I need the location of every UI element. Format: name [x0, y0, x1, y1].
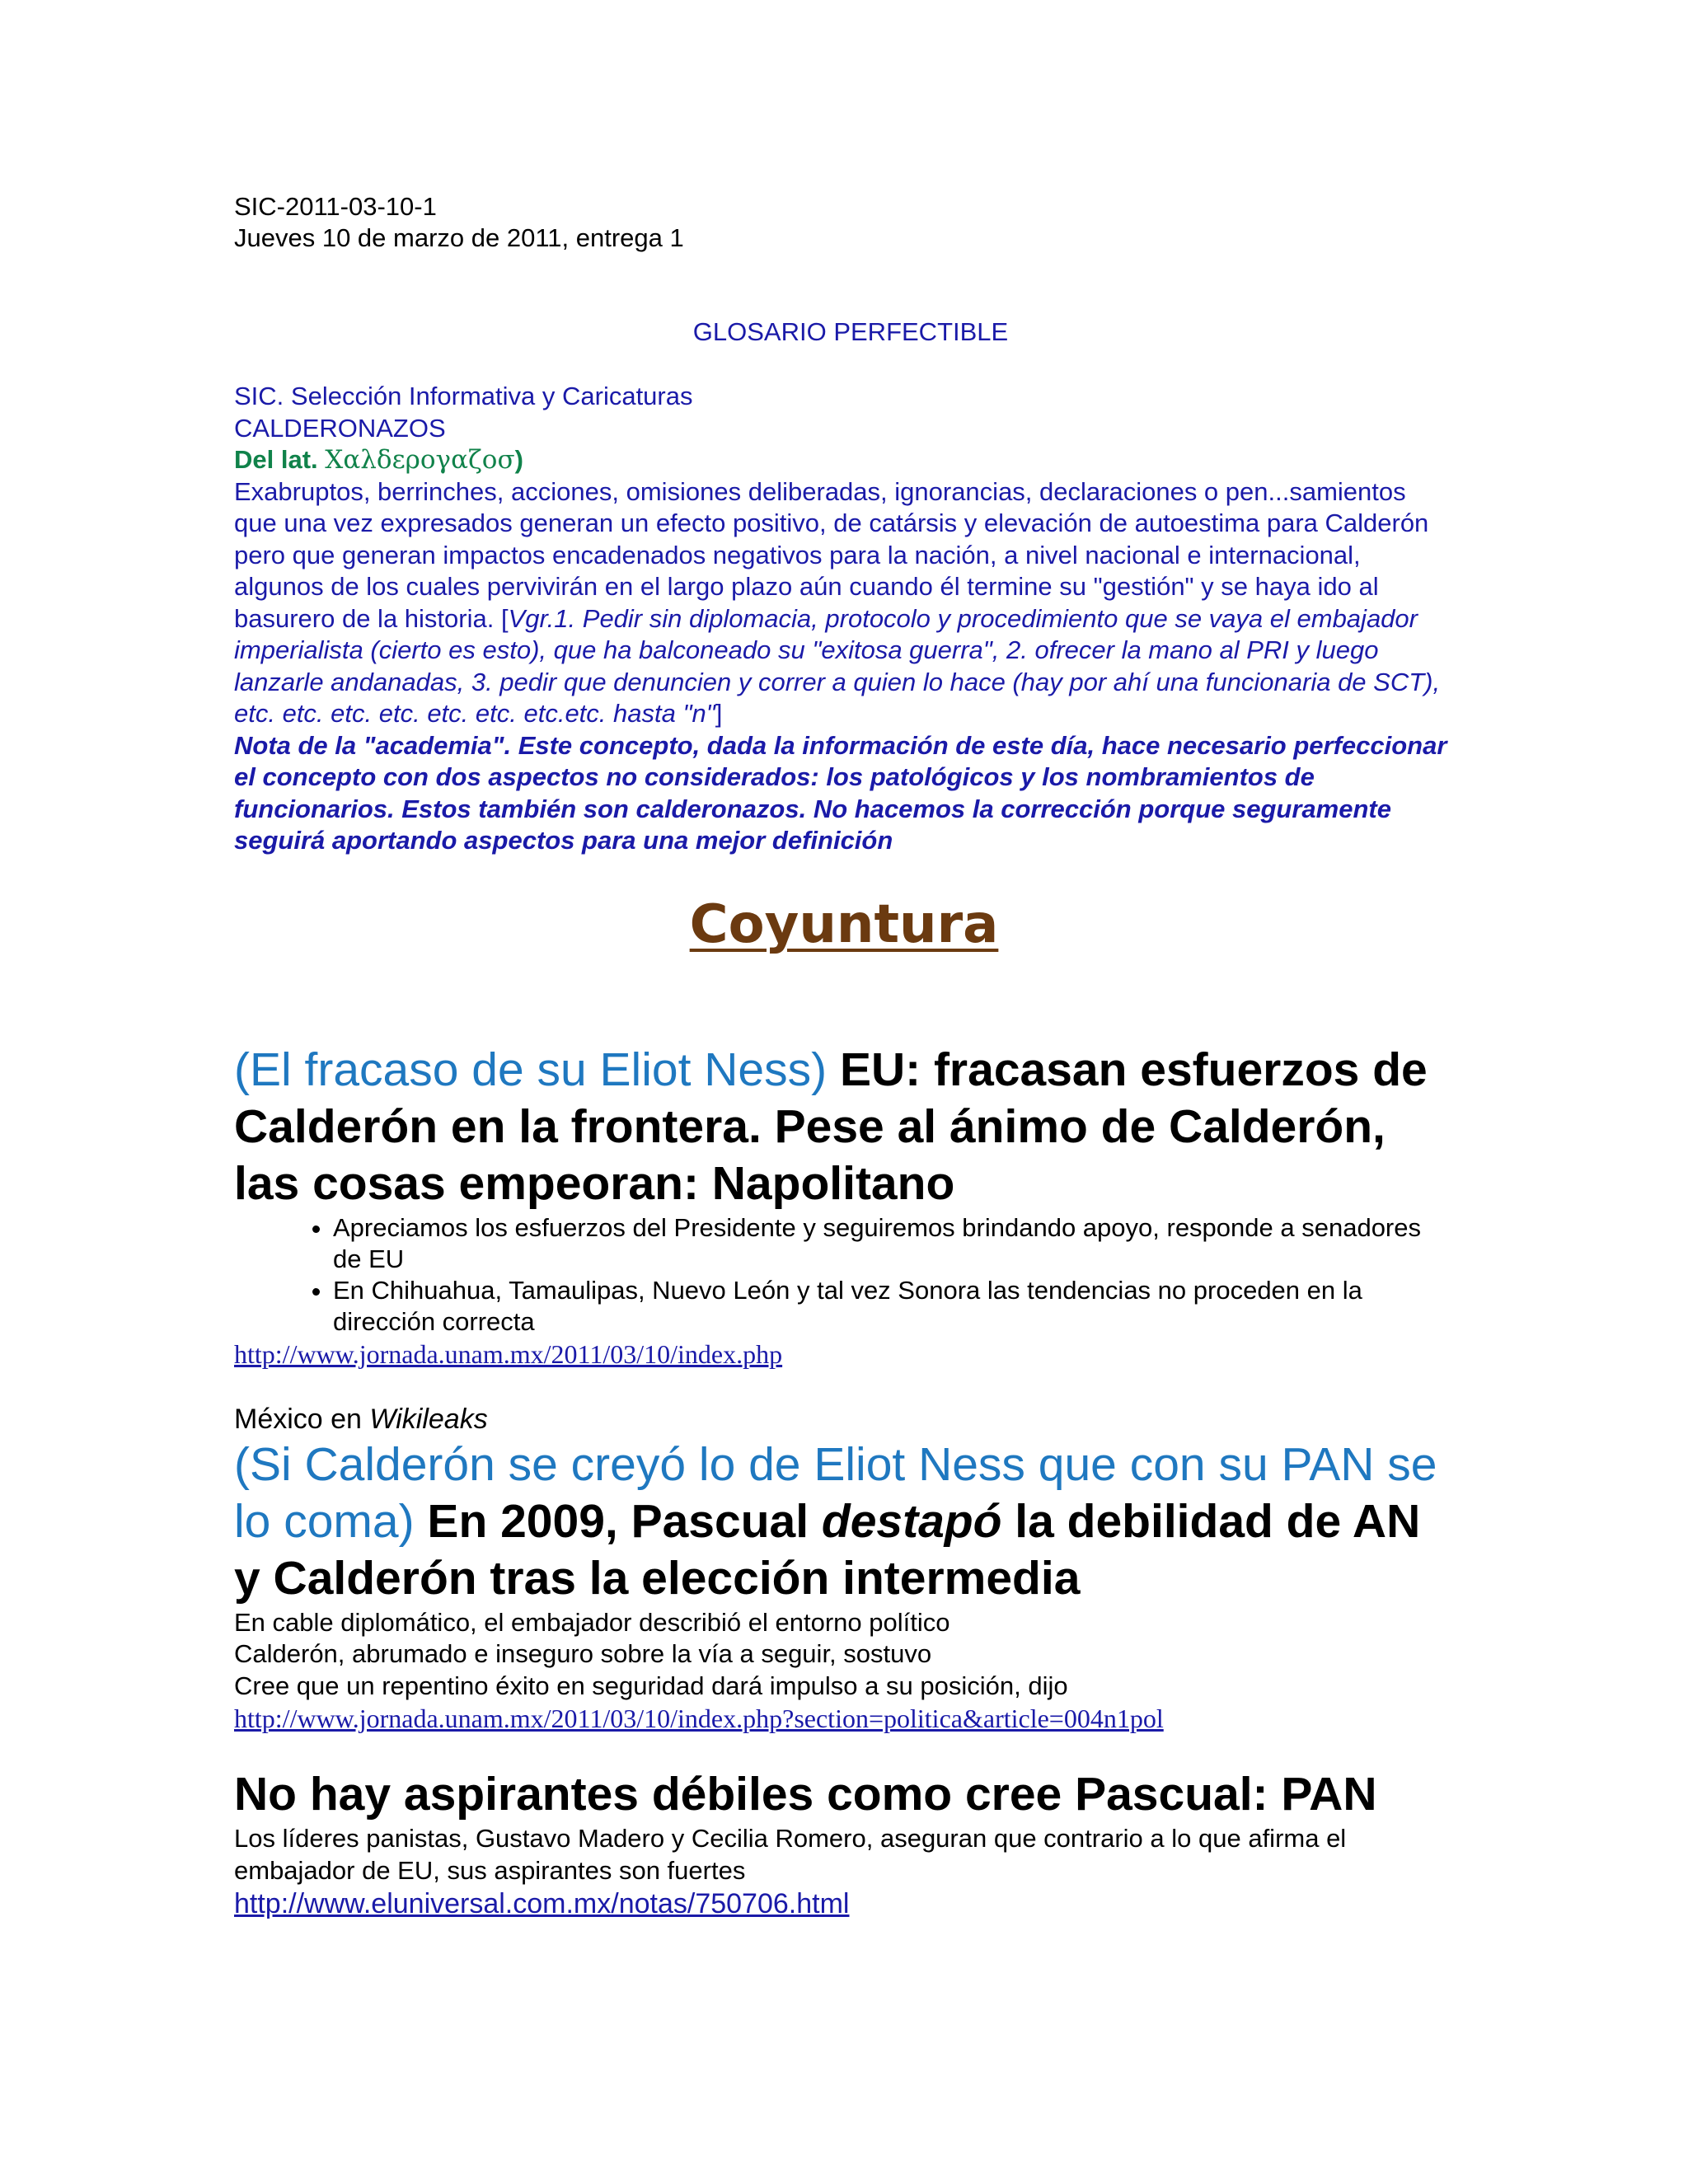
list-item: • Apreciamos los esfuerzos del Presidente y seguiremos brindando apoyo, responde a senadores de EU: [333, 1212, 1454, 1275]
example-close: ]: [715, 699, 723, 728]
article-1-headline: [234, 1042, 1454, 1212]
article-2-title-italic: destapó: [821, 1494, 1002, 1548]
etymology-close: ): [514, 445, 523, 474]
article-3-headline: No hay aspirantes débiles como cree Pascual: PAN: [234, 1768, 1377, 1821]
article-2-line: Calderón, abrumado e inseguro sobre la vía a seguir, sostuvo: [234, 1639, 932, 1668]
article-1-aside: (El fracaso de su Eliot Ness): [234, 1043, 828, 1096]
example-text: Vgr.1. Pedir sin diplomacia, protocolo y procedimiento que se vaya el embajador imperialista (cierto es esto), que ha balconeado su "exitosa guerra", 2. ofrecer la mano al PRI y luego lanzarle andanadas, 3. pedir que denuncien y correr a quien lo hace (hay por ahí una funcionaria de SCT), etc. etc. etc. etc. etc. etc. etc.etc. hasta "n": [234, 603, 1441, 728]
document-body: [234, 191, 1454, 1921]
article-2-aside: (Si Calderón se creyó lo de Eliot Ness que con su PAN se lo coma): [234, 1437, 1437, 1548]
glossary-block: [234, 381, 1454, 857]
article-2-line: Cree que un repentino éxito en seguridad dará impulso a su posición, dijo: [234, 1671, 1068, 1700]
article-1-link[interactable]: http://www.jornada.unam.mx/2011/03/10/index.php: [234, 1338, 783, 1369]
section-title: Coyuntura: [689, 893, 999, 955]
article-2-headline: [234, 1436, 1454, 1607]
article-3-lede: Los líderes panistas, Gustavo Madero y Cecilia Romero, aseguran que contrario a lo que afirma el embajador de EU, sus aspirantes son fuertes: [234, 1824, 1347, 1885]
article-2-line: En cable diplomático, el embajador describió el entorno político: [234, 1607, 950, 1637]
etymology-label: Del lat.: [234, 445, 318, 474]
academy-note: Nota de la "academia". Este concepto, dada la información de este día, hace necesario perfeccionar el concepto con dos aspectos no considerados: los patológicos y los nombramientos de funcionarios. Estos también son calderonazos. No hacemos la corrección porque seguramente seguirá aportando aspectos para una mejor definición: [234, 730, 1447, 855]
definition-text: Exabruptos, berrinches, acciones, omisiones deliberadas, ignorancias, declaraciones o pen...samientos que una vez expresados generan un efecto positivo, de catársis y elevación de autoestima para Calderón pero que generan impactos encadenados negativos para la nación, a nivel nacional e internacional, algunos de los cuales pervivirán en el largo plazo aún cuando él termine su "gestión" y se haya ido al basurero de la historia.: [234, 476, 1429, 633]
glossary-definition: [234, 476, 1454, 730]
glossary-source: SIC. Selección Informativa y Caricaturas: [234, 382, 693, 410]
glossary-etymology: [234, 444, 1454, 476]
glossary-title: GLOSARIO PERFECTIBLE: [692, 317, 1009, 346]
article-3-link[interactable]: http://www.eluniversal.com.mx/notas/750706.html: [234, 1888, 850, 1919]
article-2-link[interactable]: http://www.jornada.unam.mx/2011/03/10/index.php?section=politica&article=004n1pol: [234, 1704, 1164, 1733]
date-line: Jueves 10 de marzo de 2011, entrega 1: [234, 223, 684, 252]
kicker-prefix: México en: [234, 1403, 362, 1435]
article-2-kicker: [234, 1402, 1454, 1436]
article-1-title: EU: fracasan esfuerzos de Calderón en la frontera. Pese al ánimo de Calderón, las cosas empeoran: Napolitano: [234, 1043, 1428, 1210]
kicker-italic: Wikileaks: [369, 1403, 488, 1435]
list-item: • En Chihuahua, Tamaulipas, Nuevo León y tal vez Sonora las tendencias no proceden en la dirección correcta: [333, 1275, 1454, 1338]
article-2-title-b: la debilidad de AN y Calderón tras la elección intermedia: [234, 1494, 1421, 1605]
etymology-greek: Χαλδερογαζοσ: [325, 445, 515, 475]
document-id: SIC-2011-03-10-1: [234, 192, 437, 221]
article-1-bullets: [234, 1212, 1454, 1338]
example-open: [: [500, 603, 509, 633]
article-2-title-a: En 2009, Pascual: [427, 1494, 809, 1548]
glossary-term: CALDERONAZOS: [234, 413, 446, 443]
